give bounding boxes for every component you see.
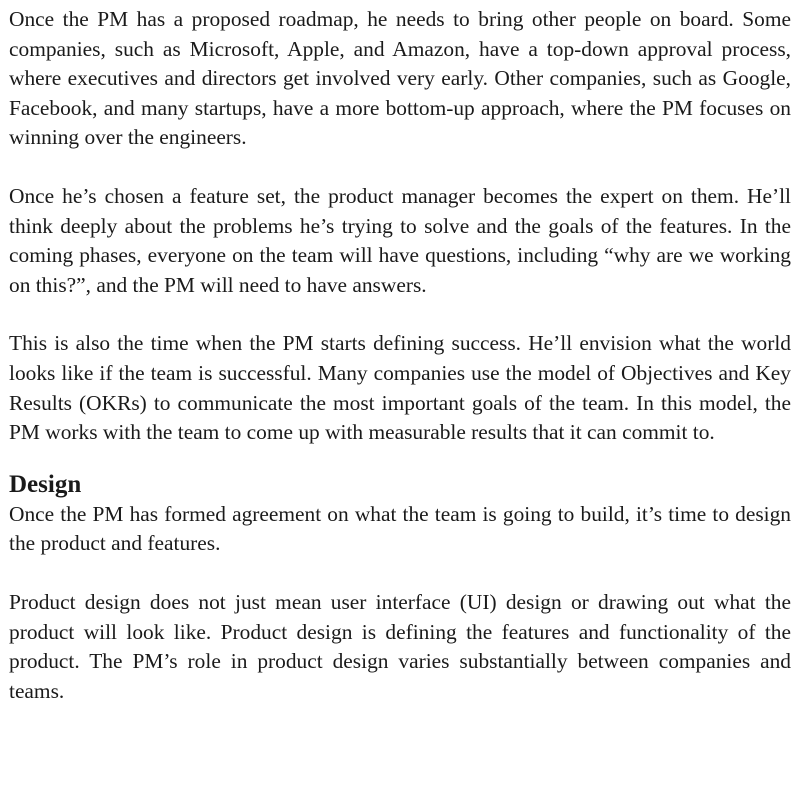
paragraph-defining-success: This is also the time when the PM starts defining success. He’ll envision what the world looks like if the team is successful. Many companies use the model of Objectives and Key Results (OKRs) to communicate the most important goals of the team. In this model, the PM works with the team to come up with measurable results that it can commit to. [9,331,791,445]
section-heading-design: Design [9,470,82,498]
paragraph-spacer [9,153,791,182]
paragraph-design-intro: Once the PM has formed agreement on what the team is going to build, it’s time to design the product and features. [9,501,791,556]
paragraph-feature-expert: Once he’s chosen a feature set, the product manager becomes the expert on them. He’ll think deeply about the problems he’s trying to solve and the goals of the features. In the coming phases, everyone on the team will have questions, including “why are we working on this?”, and the PM will need to have answers. [9,183,791,297]
paragraph-product-design: Product design does not just mean user interface (UI) design or drawing out what the product will look like. Product design is defining the features and functionality of the product. The PM’s role in product design varies substantially between companies and teams. [9,589,791,703]
paragraph-spacer [9,300,791,329]
paragraph-spacer [9,559,791,588]
paragraph-roadmap-approval: Once the PM has a proposed roadmap, he needs to bring other people on board. Some companies, such as Microsoft, Apple, and Amazon, have a top-down approval process, where executives and directors get involved very early. Other companies, such as Google, Facebook, and many startups, have a more bottom-up approach, where the PM focuses on winning over the engineers. [9,7,791,150]
